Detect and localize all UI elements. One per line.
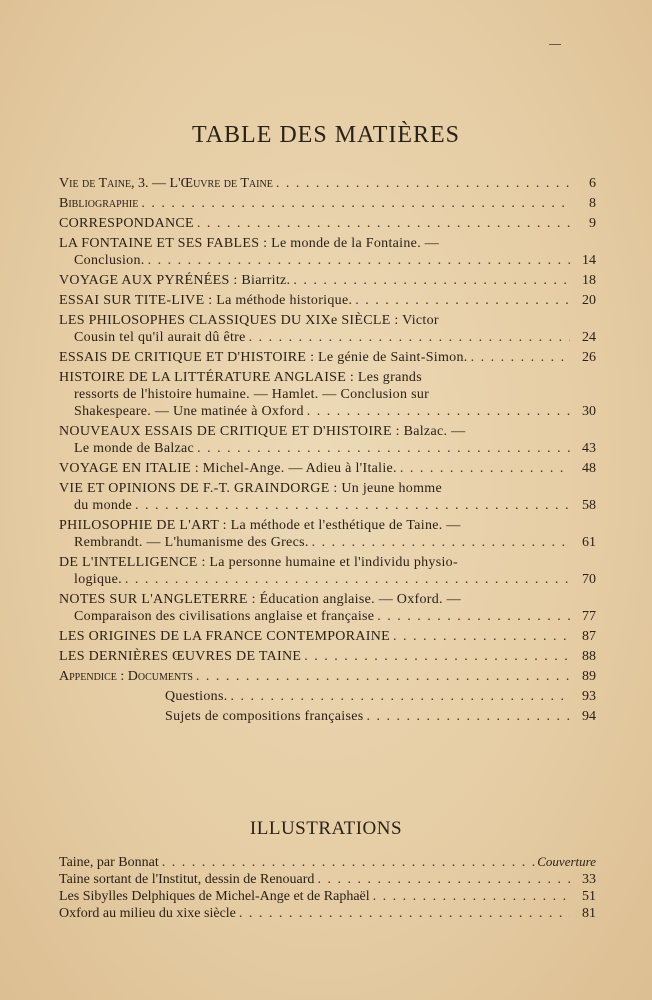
toc-line	[59, 608, 596, 625]
page-number: 61	[582, 535, 596, 550]
toc-line	[59, 517, 596, 534]
page-number: 20	[582, 293, 596, 308]
illustration-entry	[59, 871, 596, 888]
dot-leader	[301, 648, 570, 665]
page-number: 43	[582, 441, 596, 456]
toc-line	[59, 591, 596, 608]
dot-leader	[370, 888, 570, 905]
page-number: 81	[582, 906, 596, 921]
toc-line	[59, 460, 596, 477]
toc-entry	[59, 312, 596, 346]
dot-leader	[194, 215, 570, 232]
page-number: 93	[582, 689, 596, 704]
dot-leader	[304, 403, 570, 420]
illustrations-list	[59, 853, 596, 922]
toc-entry	[59, 272, 596, 289]
dot-leader	[228, 688, 571, 705]
page-number: 18	[582, 273, 596, 288]
page-number: 48	[582, 461, 596, 476]
toc-entry-text: Le monde de Balzac	[74, 441, 195, 456]
toc-entry-text: NOTES SUR L'ANGLETERRE : Éducation anglaise. — Oxford. —	[59, 592, 461, 607]
toc-entry-text: LA FONTAINE ET SES FABLES : Le monde de la Fontaine. —	[59, 236, 440, 251]
toc-entry-text: ESSAI SUR TITE-LIVE : La méthode historique.	[59, 293, 353, 308]
toc-entry	[59, 235, 596, 269]
toc-entry-text: PHILOSOPHIE DE L'ART : La méthode et l'esthétique de Taine. —	[59, 518, 461, 533]
toc-line	[59, 292, 596, 309]
toc-entry-text: ressorts de l'histoire humaine. — Hamlet. — Conclusion sur	[74, 387, 430, 402]
page-number: 14	[582, 253, 596, 268]
page-number: 88	[582, 649, 596, 664]
dot-leader	[390, 628, 570, 645]
page-number: 24	[582, 330, 596, 345]
toc-entry	[59, 591, 596, 625]
dot-leader	[314, 871, 570, 888]
ink-mark	[549, 44, 561, 45]
toc-entry-text: VOYAGE AUX PYRÉNÉES : Biarritz.	[59, 273, 291, 288]
page-title: TABLE DES MATIÈRES	[191, 122, 461, 148]
toc-entry-text: Comparaison des civilisations anglaise et française	[74, 609, 375, 624]
toc-entry	[59, 349, 596, 366]
page-number: 33	[582, 872, 596, 887]
toc-entry	[59, 628, 596, 645]
dot-leader	[290, 272, 570, 289]
page-number: 77	[582, 609, 596, 624]
toc-line	[59, 571, 596, 588]
dot-leader	[246, 329, 570, 346]
toc-line	[59, 252, 596, 269]
toc-line	[59, 312, 596, 329]
dot-leader	[397, 460, 570, 477]
dot-leader	[194, 440, 570, 457]
toc-line	[59, 369, 596, 386]
toc-line	[59, 480, 596, 497]
toc-entry-text: VOYAGE EN ITALIE : Michel-Ange. — Adieu à l'Italie.	[59, 461, 397, 476]
toc-line	[59, 272, 596, 289]
toc-entry	[59, 688, 596, 705]
dot-leader	[159, 854, 538, 871]
toc-entry	[59, 668, 596, 685]
toc-entry-text: LES DERNIÈRES ŒUVRES DE TAINE	[59, 649, 302, 664]
toc-line	[59, 688, 596, 705]
dot-leader	[468, 349, 570, 366]
toc-entry-text: LES PHILOSOPHES CLASSIQUES DU XIXe SIÈCLE : Victor	[59, 313, 439, 328]
dot-leader	[273, 175, 570, 192]
toc-entry-text: CORRESPONDANCE	[59, 216, 194, 231]
page-number: 30	[582, 404, 596, 419]
page-number: 94	[582, 709, 596, 724]
toc-line	[59, 403, 596, 420]
toc-entry-text: Cousin tel qu'il aurait dû être	[74, 330, 246, 345]
page-number: 89	[582, 669, 596, 684]
illustration-text: Les Sibylles Delphiques de Michel-Ange et de Raphaël	[59, 889, 370, 904]
toc-entry	[59, 292, 596, 309]
dot-leader	[374, 608, 570, 625]
toc-entry	[59, 708, 596, 725]
dot-leader	[309, 534, 570, 551]
illustration-entry	[59, 888, 596, 905]
toc-entry	[59, 195, 596, 212]
toc-entry	[59, 460, 596, 477]
toc-entry-text: logique.	[74, 572, 122, 587]
toc-line	[59, 195, 596, 212]
toc-line	[59, 329, 596, 346]
toc-entry	[59, 648, 596, 665]
page-number: 87	[582, 629, 596, 644]
toc-entry-text: Bibliographie	[59, 196, 139, 211]
toc-line	[59, 668, 596, 685]
dot-leader	[193, 668, 570, 685]
toc-entry-text: Conclusion.	[74, 253, 145, 268]
toc-entry-text: DE L'INTELLIGENCE : La personne humaine et l'individu physio-	[59, 555, 458, 570]
toc-line	[59, 648, 596, 665]
toc-entry-text: HISTOIRE DE LA LITTÉRATURE ANGLAISE : Les grands	[59, 370, 422, 385]
toc-entry	[59, 480, 596, 514]
toc-line	[59, 386, 596, 403]
toc-entry-text: ESSAIS DE CRITIQUE ET D'HISTOIRE : Le génie de Saint-Simon.	[59, 350, 468, 365]
dot-leader	[122, 571, 570, 588]
toc-entry	[59, 554, 596, 588]
page-number: 6	[589, 176, 596, 191]
toc-line	[59, 628, 596, 645]
page-number: 9	[589, 216, 596, 231]
illustration-entry	[59, 905, 596, 922]
toc-entry-text: LES ORIGINES DE LA FRANCE CONTEMPORAINE	[59, 629, 390, 644]
dot-leader	[352, 292, 570, 309]
toc-entry-text: Questions.	[165, 689, 228, 704]
toc-entry-text: Appendice : Documents	[59, 669, 193, 684]
toc-line	[59, 423, 596, 440]
dot-leader	[145, 252, 570, 269]
toc-line	[59, 554, 596, 571]
toc-entry	[59, 215, 596, 232]
toc-entry-text: Vie de Taine, 3. — L'Œuvre de Taine	[59, 176, 273, 191]
toc-line	[59, 440, 596, 457]
toc-entry-text: Sujets de compositions françaises	[165, 709, 364, 724]
illustration-entry	[59, 853, 596, 871]
page-number: 26	[582, 350, 596, 365]
dot-leader	[363, 708, 570, 725]
illustration-text: Taine, par Bonnat	[59, 855, 159, 870]
page-number: 8	[589, 196, 596, 211]
toc-entry-text: du monde	[74, 498, 133, 513]
toc-line	[59, 349, 596, 366]
table-of-contents	[59, 175, 596, 728]
toc-line	[59, 708, 596, 725]
toc-entry-text: Shakespeare. — Une matinée à Oxford	[74, 404, 304, 419]
dot-leader	[236, 905, 570, 922]
toc-line	[59, 235, 596, 252]
toc-entry-text: Rembrandt. — L'humanisme des Grecs.	[74, 535, 309, 550]
illustrations-title: ILLUSTRATIONS	[249, 818, 403, 839]
toc-entry	[59, 423, 596, 457]
page-number: Couverture	[537, 854, 596, 869]
toc-entry-text: NOUVEAUX ESSAIS DE CRITIQUE ET D'HISTOIRE : Balzac. —	[59, 424, 466, 439]
toc-line	[59, 534, 596, 551]
page-number: 58	[582, 498, 596, 513]
illustration-text: Oxford au milieu du xixe siècle	[59, 906, 236, 921]
toc-line	[59, 175, 596, 192]
toc-line	[59, 497, 596, 514]
dot-leader	[138, 195, 570, 212]
toc-entry	[59, 369, 596, 420]
toc-entry-text: VIE ET OPINIONS DE F.-T. GRAINDORGE : Un jeune homme	[59, 481, 442, 496]
dot-leader	[132, 497, 570, 514]
toc-entry	[59, 175, 596, 192]
page-number: 51	[582, 889, 596, 904]
page-number: 70	[582, 572, 596, 587]
toc-entry	[59, 517, 596, 551]
illustration-text: Taine sortant de l'Institut, dessin de Renouard	[59, 872, 315, 887]
toc-line	[59, 215, 596, 232]
